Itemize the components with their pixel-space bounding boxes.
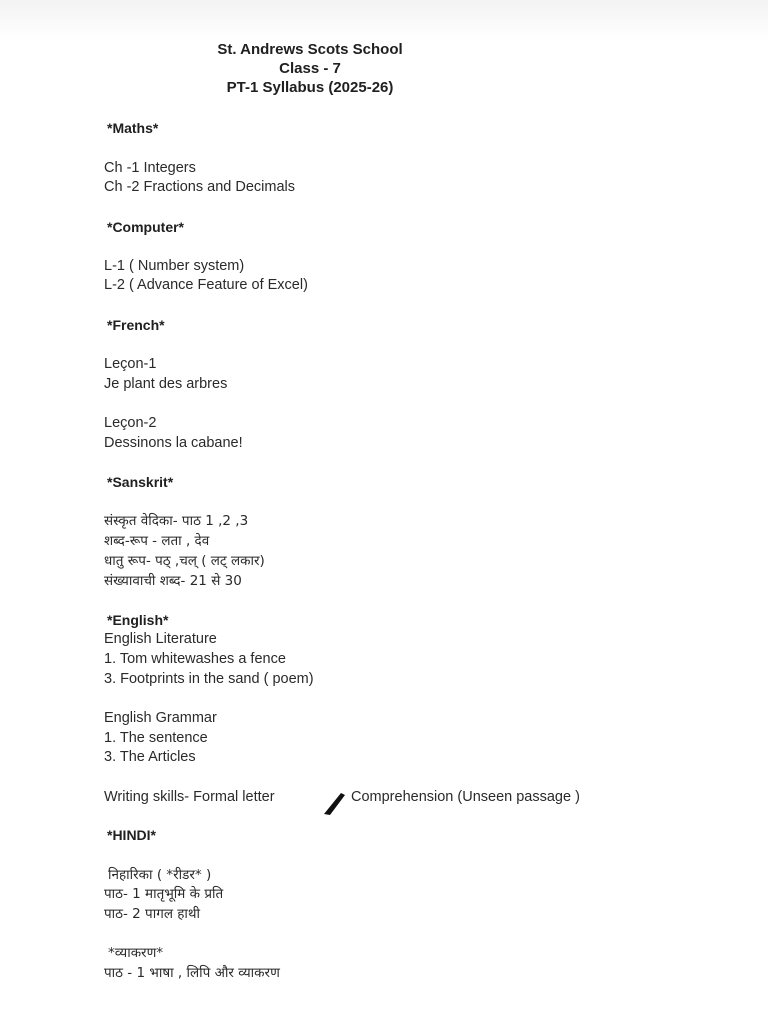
school-name: St. Andrews Scots School xyxy=(217,41,403,58)
maths-item-1: Ch -1 Integers xyxy=(104,160,196,176)
hindi-heading: *HINDI* xyxy=(107,827,157,843)
maths-heading: *Maths* xyxy=(107,120,159,136)
french-lesson-2-title: Dessinons la cabane! xyxy=(104,435,243,451)
computer-item-1: L-1 ( Number system) xyxy=(104,258,245,274)
french-lesson-2: Leçon-2 xyxy=(104,415,157,431)
sanskrit-item-2: शब्द-रूप - लता , देव xyxy=(104,533,210,549)
sanskrit-heading: *Sanskrit* xyxy=(107,474,174,490)
class-label: Class - 7 xyxy=(279,60,341,77)
french-lesson-1: Leçon-1 xyxy=(104,356,157,372)
writing-skills-part-2: Comprehension (Unseen passage ) xyxy=(351,789,580,805)
computer-heading: *Computer* xyxy=(107,219,185,235)
document-header xyxy=(160,40,460,97)
sanskrit-item-4: संख्यावाची शब्द- 21 से 30 xyxy=(104,573,242,589)
english-literature-item-2: 3. Footprints in the sand ( poem) xyxy=(104,671,314,687)
hindi-reader: निहारिका ( *रीडर* ) xyxy=(108,867,212,883)
pen-stroke-mark xyxy=(322,791,346,817)
sanskrit-item-1: संस्कृत वेदिका- पाठ 1 ,2 ,3 xyxy=(104,513,249,529)
english-literature-title: English Literature xyxy=(104,631,217,647)
english-grammar-title: English Grammar xyxy=(104,710,217,726)
hindi-item-2: पाठ- 2 पागल हाथी xyxy=(104,906,201,922)
english-grammar-item-1: 1. The sentence xyxy=(104,730,208,746)
english-grammar-item-2: 3. The Articles xyxy=(104,749,196,765)
writing-skills-part-1: Writing skills- Formal letter xyxy=(104,789,275,805)
hindi-grammar-item-1: पाठ - 1 भाषा , लिपि और व्याकरण xyxy=(104,965,280,981)
syllabus-title: PT-1 Syllabus (2025-26) xyxy=(226,79,394,96)
hindi-grammar-heading: *व्याकरण* xyxy=(108,945,164,961)
french-heading: *French* xyxy=(107,317,165,333)
sanskrit-item-3: धातु रूप- पठ् ,चल् ( लट् लकार) xyxy=(104,553,265,569)
maths-item-2: Ch -2 Fractions and Decimals xyxy=(104,179,295,195)
computer-item-2: L-2 ( Advance Feature of Excel) xyxy=(104,277,308,293)
english-literature-item-1: 1. Tom whitewashes a fence xyxy=(104,651,286,667)
english-heading: *English* xyxy=(107,612,169,628)
hindi-item-1: पाठ- 1 मातृभूमि के प्रति xyxy=(104,886,224,902)
french-lesson-1-title: Je plant des arbres xyxy=(104,376,228,392)
